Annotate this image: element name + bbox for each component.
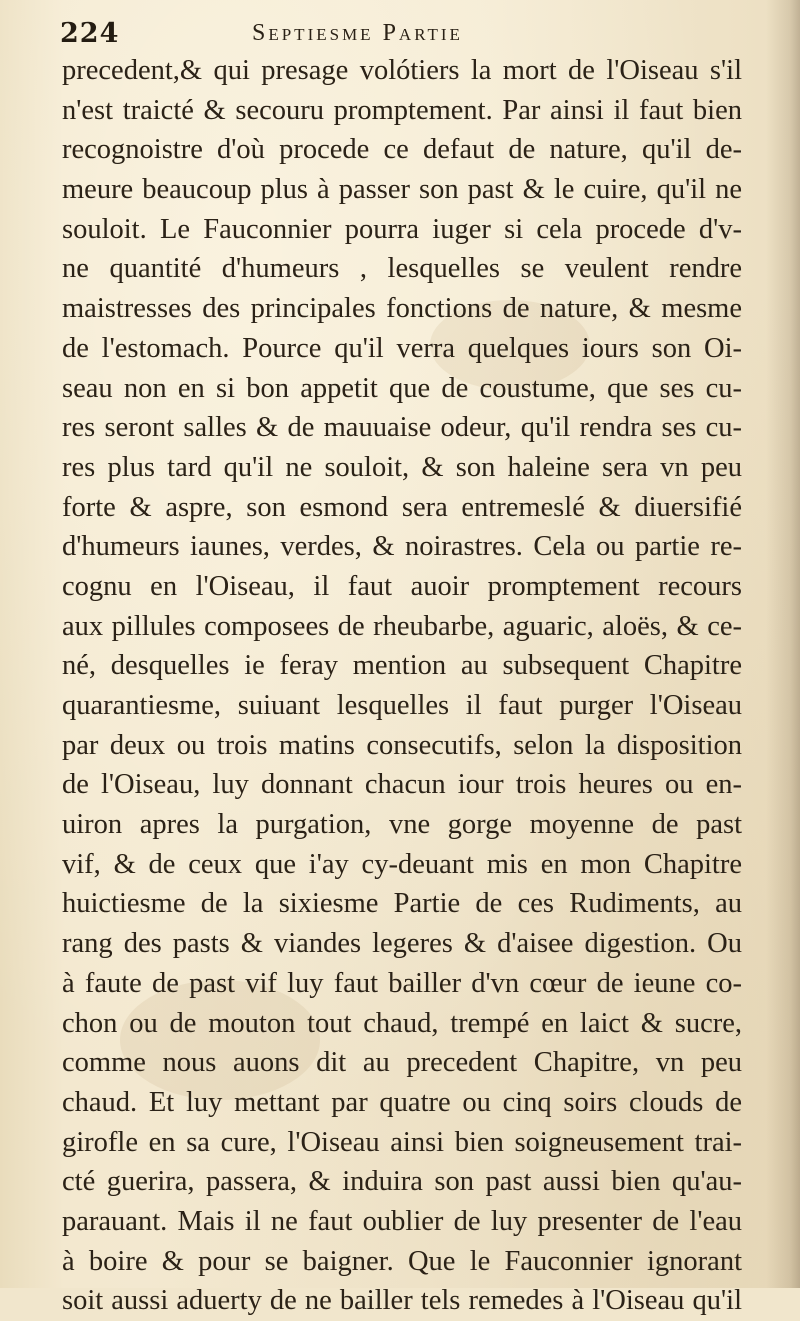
text-line: rang des pasts & viandes legeres & d'aisee digestion. Ou <box>62 928 742 960</box>
text-line: aux pillules composees de rheubarbe, aguaric, aloës, & ce- <box>62 610 742 642</box>
spine-shadow <box>766 0 800 1288</box>
text-line: meure beaucoup plus à passer son past & le cuire, qu'il ne <box>62 174 742 206</box>
text-line: res plus tard qu'il ne souloit, & son haleine sera vn peu <box>62 451 742 483</box>
text-line: forte & aspre, son esmond sera entremeslé & diuersifié <box>62 491 742 523</box>
text-line: vif, & de ceux que i'ay cy-deuant mis en mon Chapitre <box>62 848 742 880</box>
text-line: huictiesme de la sixiesme Partie de ces Rudiments, au <box>62 888 742 920</box>
text-line: comme nous auons dit au precedent Chapitre, vn peu <box>62 1047 742 1079</box>
text-line: maistresses des principales fonctions de nature, & mesme <box>62 293 742 325</box>
text-line: parauant. Mais il ne faut oublier de luy presenter de l'eau <box>62 1205 742 1237</box>
page-number: 224 <box>60 18 120 49</box>
text-line: d'humeurs iaunes, verdes, & noirastres. Cela ou partie re- <box>62 531 742 563</box>
text-line: chaud. Et luy mettant par quatre ou cinq soirs clouds de <box>62 1086 742 1118</box>
text-line: souloit. Le Fauconnier pourra iuger si cela procede d'v- <box>62 213 742 245</box>
text-line: cognu en l'Oiseau, il faut auoir promptement recours <box>62 570 742 602</box>
text-line: par deux ou trois matins consecutifs, selon la disposition <box>62 729 742 761</box>
text-line: girofle en sa cure, l'Oiseau ainsi bien soigneusement trai- <box>62 1126 742 1158</box>
page-header <box>60 12 750 52</box>
text-line: de l'estomach. Pource qu'il verra quelques iours son Oi- <box>62 332 742 364</box>
text-line: de l'Oiseau, luy donnant chacun iour trois heures ou en- <box>62 769 742 801</box>
text-line: à boire & pour se baigner. Que le Fauconnier ignorant <box>62 1245 742 1277</box>
text-line: soit aussi aduerty de ne bailler tels remedes à l'Oiseau qu'il <box>62 1285 742 1317</box>
body-text <box>62 51 742 1321</box>
text-line: n'est traicté & secouru promptement. Par ainsi il faut bien <box>62 94 742 126</box>
text-line: seau non en si bon appetit que de coustume, que ses cu- <box>62 372 742 404</box>
text-line: precedent,& qui presage volótiers la mort de l'Oiseau s'il <box>62 55 742 86</box>
running-head: Septiesme Partie <box>252 20 463 46</box>
text-line: cté guerira, passera, & induira son past aussi bien qu'au- <box>62 1166 742 1198</box>
text-line: uiron apres la purgation, vne gorge moyenne de past <box>62 809 742 841</box>
text-line: quarantiesme, suiuant lesquelles il faut purger l'Oiseau <box>62 690 742 721</box>
text-line: res seront salles & de mauuaise odeur, qu'il rendra ses cu- <box>62 412 742 444</box>
text-line: né, desquelles ie feray mention au subsequent Chapitre <box>62 650 742 682</box>
text-line: à faute de past vif luy faut bailler d'vn cœur de ieune co- <box>62 967 742 999</box>
text-line: recognoistre d'où procede ce defaut de nature, qu'il de- <box>62 134 742 166</box>
text-line: chon ou de mouton tout chaud, trempé en laict & sucre, <box>62 1007 742 1039</box>
text-line: ne quantité d'humeurs , lesquelles se veulent rendre <box>62 253 742 285</box>
